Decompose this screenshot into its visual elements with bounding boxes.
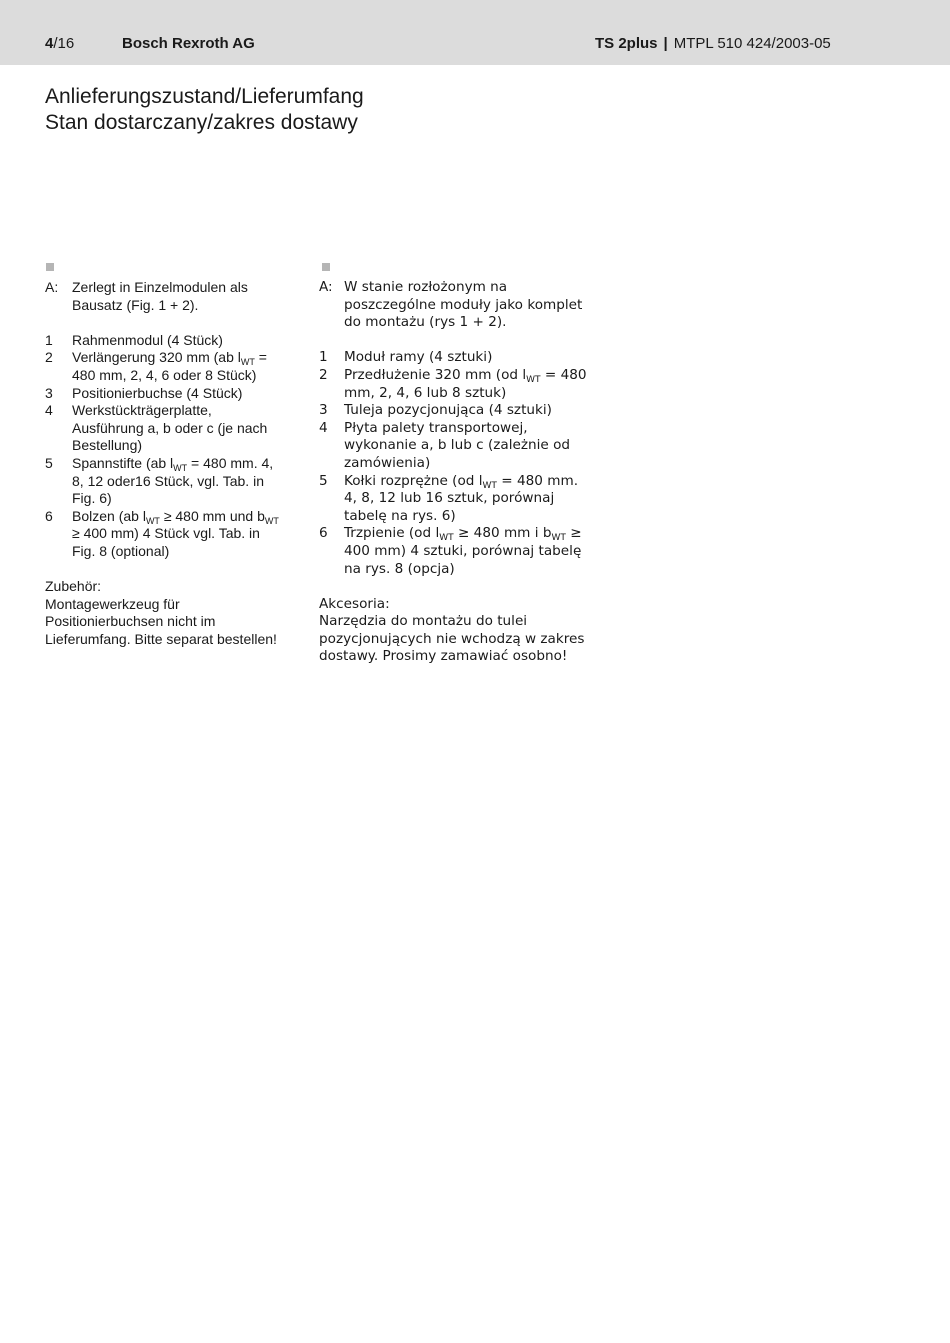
item-text: Zerlegt in Einzelmodulen als Bausatz (Fig. 1 + 2). (72, 279, 248, 313)
german-column (45, 279, 285, 648)
section-marker-icon (46, 263, 54, 271)
product-name: TS 2plus (595, 35, 658, 52)
item-number: 5 (45, 454, 53, 471)
delivery-state-item (319, 279, 589, 332)
company-name: Bosch Rexroth AG (122, 35, 255, 52)
accessories-heading: Akcesoria: (319, 595, 390, 612)
item-label: A: (45, 279, 59, 295)
item-text: W stanie rozłożonym na poszczególne moduły jako komplet do montażu (rys 1 + 2). (344, 279, 583, 331)
list-item (319, 525, 589, 578)
item-label: A: (319, 279, 333, 295)
item-text: Verlängerung 320 mm (ab $l_{WT} = 480$ mm, 2, 4, 6 oder 8 Stück) (72, 349, 267, 383)
item-text: Bolzen (ab $l_{WT} \ge 480$ mm und $b_{WT} \ge 400$ mm) 4 Stück vgl. Tab. in Fig. 8 (optional) (72, 507, 279, 559)
list-item (45, 349, 285, 384)
list-item (45, 508, 285, 561)
item-number: 1 (319, 349, 328, 366)
page-title (45, 84, 364, 136)
page-header (0, 0, 950, 65)
item-number: 3 (319, 402, 328, 419)
document-reference (595, 35, 831, 52)
item-number: 3 (45, 384, 53, 401)
item-text: Przedłużenie 320 mm (od $l_{WT} = 480$ mm, 2, 4, 6 lub 8 sztuk) (344, 366, 587, 401)
list-item (45, 332, 285, 350)
item-number: 5 (319, 472, 328, 489)
list-item (319, 367, 589, 402)
title-polish: Stan dostarczany/zakres dostawy (45, 111, 358, 134)
item-number: 6 (45, 507, 53, 524)
list-item (45, 402, 285, 455)
item-number: 1 (45, 331, 53, 348)
polish-column (319, 279, 589, 666)
list-item (45, 455, 285, 508)
list-item (319, 349, 589, 367)
item-number: 2 (45, 349, 53, 366)
accessories-heading: Zubehör: (45, 578, 102, 595)
accessories-text: Narzędzia do montażu do tulei pozycjonujących nie wchodzą w zakres dostawy. Prosimy zamawiać osobno! (319, 613, 585, 665)
item-text: Trzpienie (od $l_{WT} \ge 480$ mm i $b_{WT} \ge 400$ mm) 4 sztuki, porównaj tabelę na rys. 8 (opcja) (344, 525, 582, 577)
item-text: Kołki rozprężne (od $l_{WT} = 480$ mm. 4, 8, 12 lub 16 sztuk, porównaj tabelę na rys. 6) (344, 472, 579, 524)
item-text: Werkstückträgerplatte, Ausführung a, b oder c (je nach Bestellung) (72, 402, 268, 454)
item-number: 2 (319, 366, 328, 383)
item-number: 4 (45, 402, 53, 419)
delivery-state-item (45, 279, 285, 314)
item-text: Positionierbuchse (4 Stück) (72, 384, 243, 401)
item-text: Moduł ramy (4 sztuki) (344, 349, 493, 366)
list-item (319, 420, 589, 473)
item-number: 4 (319, 419, 328, 436)
accessories-text: Montagewerkzeug für Positionierbuchsen nicht im Lieferumfang. Bitte separat bestellen! (45, 595, 277, 647)
header-separator: | (663, 35, 668, 52)
list-item (45, 385, 285, 403)
item-text: Tuleja pozycjonująca (4 sztuki) (344, 402, 552, 419)
item-text: Płyta palety transportowej, wykonanie a, b lub c (zależnie od zamówienia) (344, 419, 571, 471)
list-item (319, 402, 589, 420)
item-text: Spannstifte (ab $l_{WT} = 480$ mm. 4, 8, 12 oder16 Stück, vgl. Tab. in Fig. 6) (72, 454, 274, 507)
list-item (319, 473, 589, 526)
section-marker-icon (322, 263, 330, 271)
item-number: 6 (319, 525, 328, 542)
item-text: Rahmenmodul (4 Stück) (72, 331, 223, 348)
doc-number: MTPL 510 424/2003-05 (673, 35, 831, 52)
title-german: Anlieferungszustand/Lieferumfang (45, 85, 364, 108)
page-number: 4/16 (45, 35, 75, 52)
